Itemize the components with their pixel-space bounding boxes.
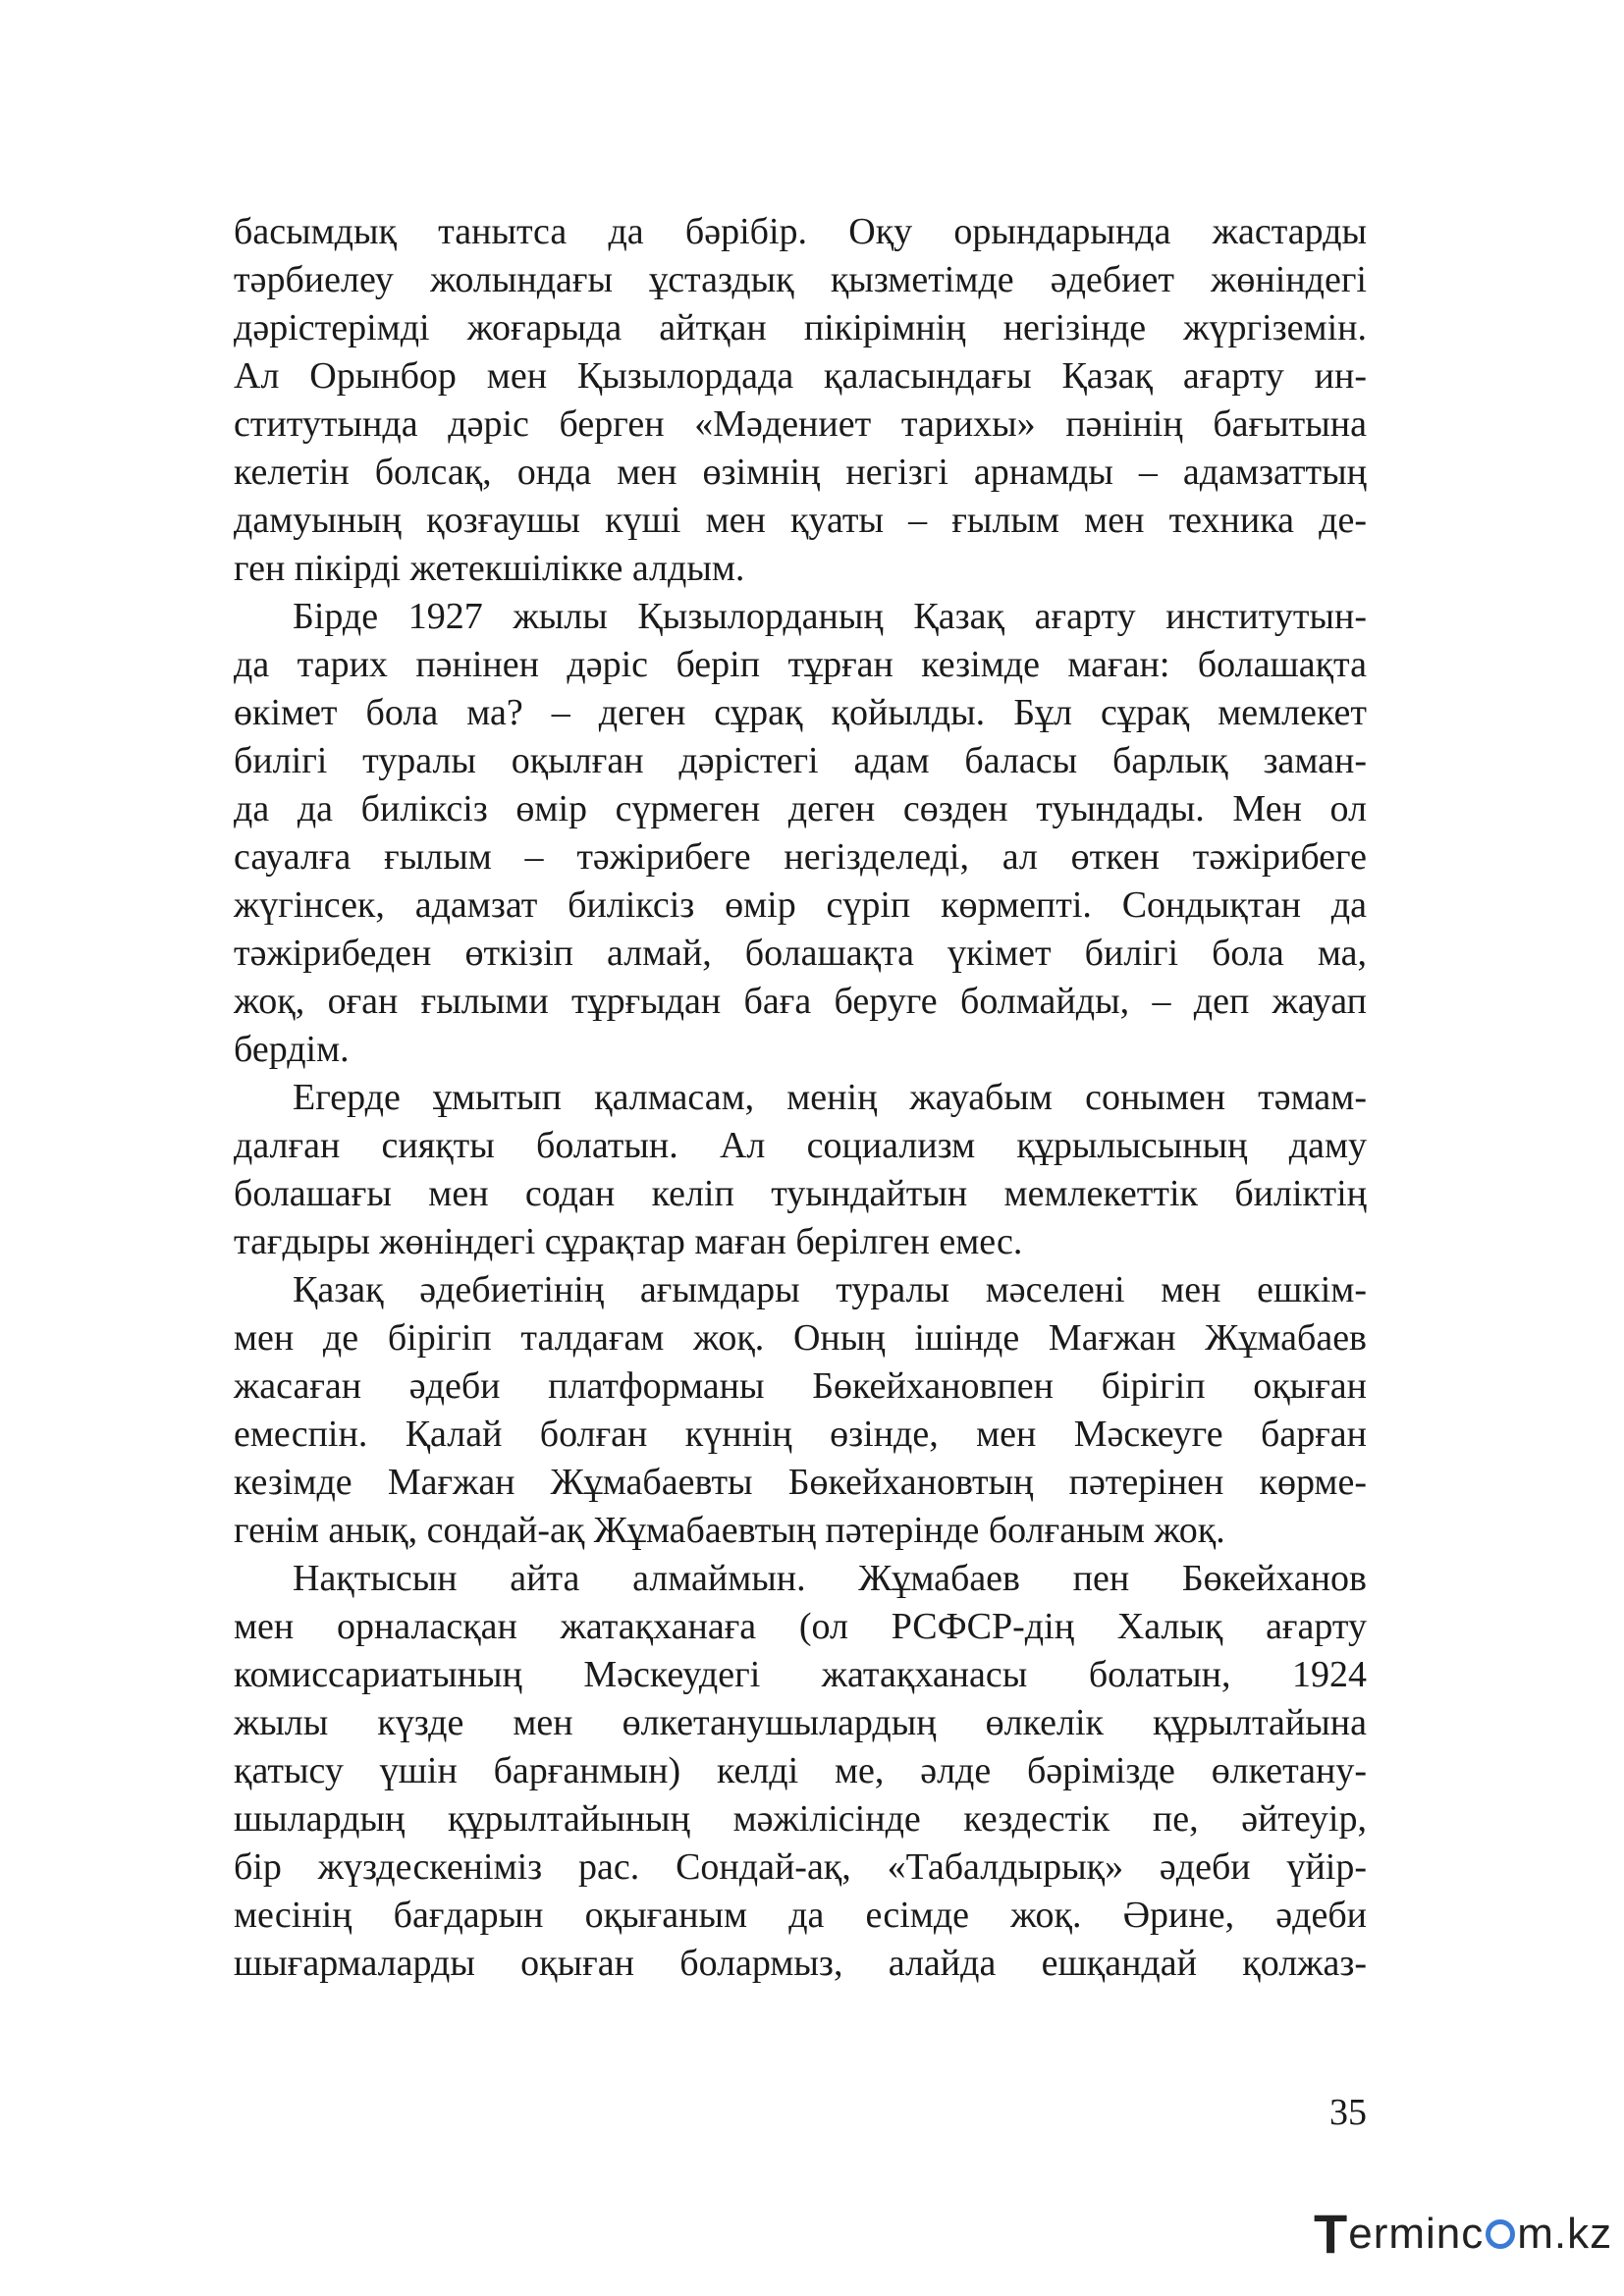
paragraph [234, 593, 1367, 1074]
paragraph [234, 208, 1367, 593]
text-line: шығармаларды оқыған болармыз, алайда ешқандай қолжаз- [234, 1943, 1367, 1984]
text-line: мен орналасқан жатақханаға (ол РСФСР-дің Халық ағарту [234, 1606, 1367, 1647]
text-line: өкімет бола ма? – деген сұрақ қойылды. Бұл сұрақ мемлекет [234, 692, 1367, 733]
watermark-middle: erminc [1348, 2210, 1485, 2258]
text-line: жоқ, оған ғылыми тұрғыдан баға беруге болмайды, – деп жауап [234, 981, 1367, 1022]
text-line: тәжірибеден өткізіп алмай, болашақта үкімет билігі бола ма, [234, 933, 1367, 974]
text-line: дамуының қозғаушы күші мен қуаты – ғылым мен техника де- [234, 500, 1367, 541]
text-line: ститутында дәріс берген «Мәдениет тарихы» пәнінің бағытына [234, 403, 1367, 445]
text-line: Бірде 1927 жылы Қызылорданың Қазақ ағарту институтын- [293, 596, 1367, 637]
text-line: бір жүздескеніміз рас. Сондай-ақ, «Табалдырық» әдеби үйір- [234, 1846, 1367, 1888]
watermark-o-icon [1486, 2219, 1515, 2249]
text-line: тәрбиелеу жолындағы ұстаздық қызметімде әдебиет жөніндегі [234, 259, 1367, 300]
text-line: Қазақ әдебиетінің ағымдары туралы мәселені мен ешкім- [293, 1269, 1367, 1310]
text-line: месінің бағдарын оқығаным да есімде жоқ. Әрине, әдеби [234, 1895, 1367, 1936]
text-line: да тарих пәнінен дәріс беріп тұрған кезімде маған: болашақта [234, 644, 1367, 685]
text-line: кезімде Мағжан Жұмабаевты Бөкейхановтың пәтерінен көрме- [234, 1462, 1367, 1503]
text-line: далған сияқты болатын. Ал социализм құрылысының даму [234, 1125, 1367, 1166]
text-line: ген пікірді жетекшілікке алдым. [234, 548, 745, 589]
watermark-initial: T [1314, 2203, 1349, 2265]
text-line: генім анық, сондай-ақ Жұмабаевтың пәтерінде болғаным жоқ. [234, 1510, 1225, 1551]
text-line: Нақтысын айта алмаймын. Жұмабаев пен Бөкейханов [293, 1558, 1367, 1599]
text-line: емеспін. Қалай болған күннің өзінде, мен Мәскеуге барған [234, 1414, 1367, 1455]
text-line: жүгінсек, адамзат биліксіз өмір сүріп көрмепті. Сондықтан да [234, 884, 1367, 926]
text-line: тағдыры жөніндегі сұрақтар маған берілген емес. [234, 1221, 1023, 1262]
text-line: комиссариатының Мәскеудегі жатақханасы болатын, 1924 [234, 1654, 1367, 1695]
page-number: 35 [1329, 2092, 1367, 2133]
text-line: мен де бірігіп талдағам жоқ. Оның ішінде Мағжан Жұмабаев [234, 1317, 1367, 1359]
text-line: жылы күзде мен өлкетанушылардың өлкелік құрылтайына [234, 1702, 1367, 1743]
paragraph [234, 1266, 1367, 1555]
text-line: Ал Орынбор мен Қызылордада қаласындағы Қазақ ағарту ин- [234, 355, 1367, 397]
text-line: болашағы мен содан келіп туындайтын мемлекеттік биліктің [234, 1173, 1367, 1214]
text-line: да да биліксіз өмір сүрмеген деген сөзден туындады. Мен ол [234, 788, 1367, 829]
paragraph [234, 1074, 1367, 1266]
text-line: сауалға ғылым – тәжірибеге негізделеді, ал өткен тәжірибеге [234, 836, 1367, 878]
watermark-suffix: m.kz [1517, 2210, 1613, 2258]
termincom-watermark [1314, 2203, 1613, 2265]
text-line: билігі туралы оқылған дәрістегі адам баласы барлық заман- [234, 740, 1367, 781]
page-body [234, 208, 1367, 1988]
text-line: Егерде ұмытып қалмасам, менің жауабым сонымен тәмам- [293, 1077, 1367, 1118]
paragraph [234, 1555, 1367, 1988]
text-line: қатысу үшін барғанмын) келді ме, әлде бәрімізде өлкетану- [234, 1750, 1367, 1791]
text-line: дәрістерімді жоғарыда айтқан пікірімнің негізінде жүргіземін. [234, 307, 1367, 348]
text-line: бердім. [234, 1029, 350, 1070]
text-line: басымдық танытса да бәрібір. Оқу орындарында жастарды [234, 211, 1367, 252]
text-line: жасаған әдеби платформаны Бөкейхановпен бірігіп оқыған [234, 1365, 1367, 1407]
text-line: келетін болсақ, онда мен өзімнің негізгі арнамды – адамзаттың [234, 452, 1367, 493]
text-line: шылардың құрылтайының мәжілісінде кездестік пе, әйтеуір, [234, 1798, 1367, 1840]
